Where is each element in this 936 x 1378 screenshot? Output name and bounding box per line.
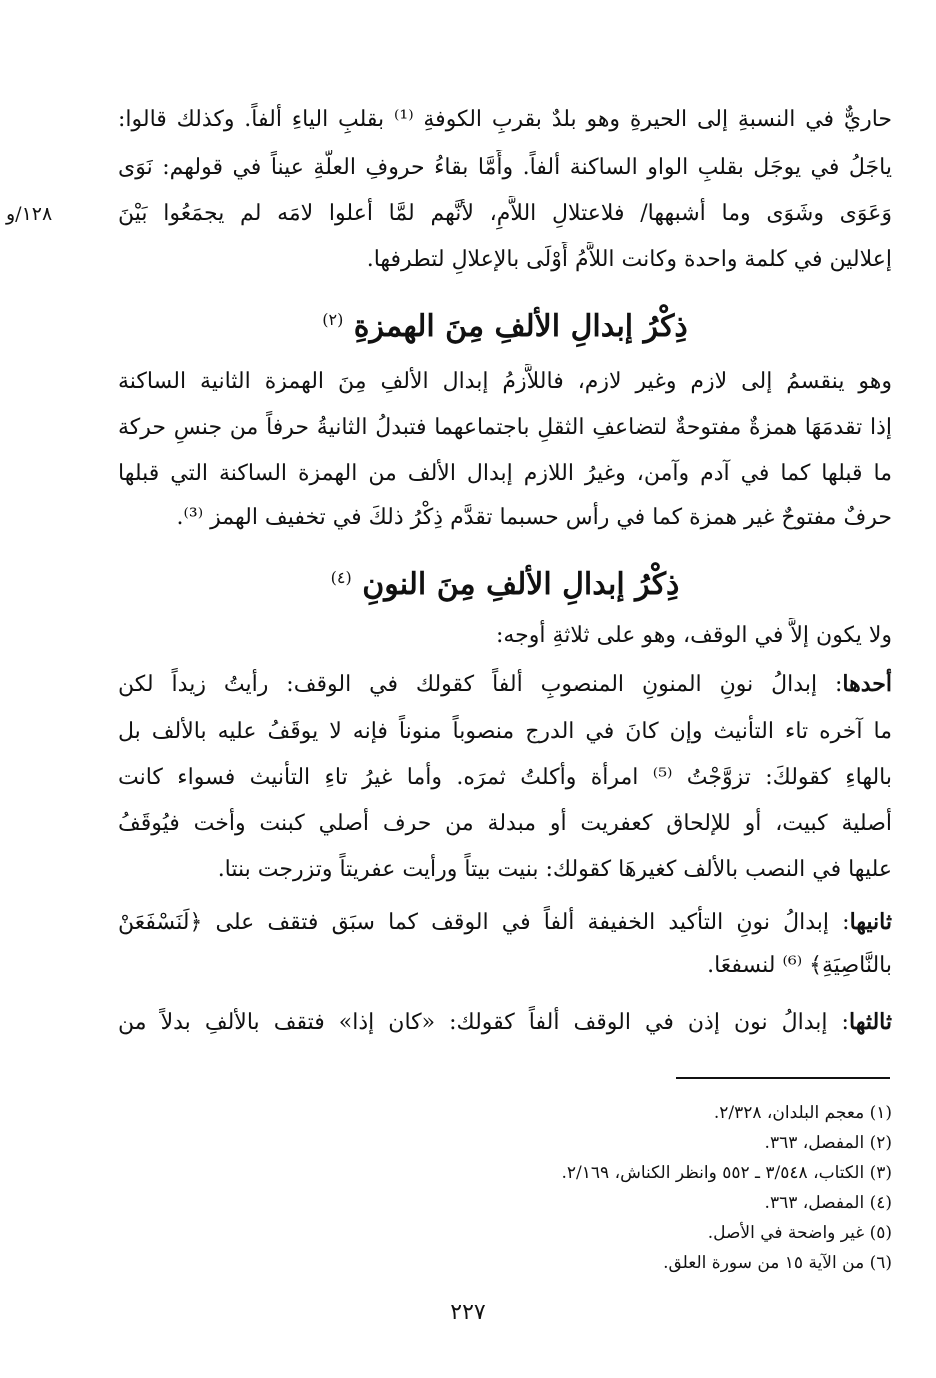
footnote: (٣) الكتاب، ٣/٥٤٨ ـ ٥٥٢ وانظر الكناش، ٢/١٦٩. [561,1163,892,1183]
first-case-line: أصلية كبيت، أو للإلحاق كعفريت أو مبدلة من حرف أصلي كبنت وأخت فيُوقَفُ [118,811,892,836]
section-heading-hamza [118,298,892,342]
paragraph2-line: حرفٌ مفتوحٌ غير همزة كما في رأس حسبما تقدَّم ذِكْرُ ذلكَ في تخفيف الهمز ⁽³⁾. [176,505,892,530]
third-case-label: ثالثها [848,1009,892,1035]
first-case-label: أحدها [842,671,892,697]
footnote: (٤) المفصل، ٣٦٣. [764,1193,892,1213]
page-number: ٢٢٧ [450,1300,486,1325]
heading-text: ذِكْرُ إبدالِ الألفِ مِنَ الهمزةِ [353,309,688,344]
paragraph1-line: إعلالين في كلمة واحدة وكانت اللاَّمُ أَوْلَى بالإعلالِ لتطرفها. [366,247,892,272]
heading-note: (٢) [322,310,344,329]
first-case-line: عليها في النصب بالألف كغيرهَا كقولك: بنيت بيتاً ورأيت عفريتاً وتزرجت بنتا. [217,857,892,882]
paragraph3-line: ولا يكون إلاَّ في الوقف، وهو على ثلاثةِ أوجه: [495,623,892,648]
second-case-line: بالنَّاصِيَةِ﴾ ⁽⁶⁾ لنسفعَا. [707,953,892,978]
paragraph2-line: ما قبلها كما في آدم وآمن، وغيرُ اللازم إبدال الألف من الهمزة الساكنة التي قبلها [118,461,892,486]
paragraph2-line: وهو ينقسمُ إلى لازم وغير لازم، فاللاَّزمُ إبدال الألفِ مِنَ الهمزة الثانية الساكنة [118,369,892,394]
footnote: (٦) من الآية ١٥ من سورة العلق. [663,1253,892,1273]
third-case-text: : إبدالُ نون إذن في الوقف ألفاً كقولك: «كان إذا» فتقف بالألفِ بدلاً من [118,1010,849,1035]
heading-text: ذِكْرُ إبدالِ الألفِ مِنَ النونِ [362,567,680,602]
footnote: (١) معجم البلدان، ٢/٣٢٨. [713,1103,892,1123]
third-case-line [118,1004,892,1040]
first-case-text: : إبدالُ نونِ المنونِ المنصوبِ ألفاً كقولك في الوقف: رأيتُ زيداً لكن [118,672,843,697]
paragraph1-line: حاريٌّ في النسبةِ إلى الحيرةِ وهو بلدٌ بقربِ الكوفةِ ⁽¹⁾ بقلبِ الياءِ ألفاً. وكذلك قالوا: [118,107,892,132]
paragraph1-line: وَعَوَى وشَوَى وما أشبهها/ فلاعتلالِ اللاَّمِ، لأنَّهم لمَّا أعلوا لامَه لم يجمَعُوا بَيْنَ [118,201,892,226]
section-heading-nun [118,556,892,600]
footnote-divider [676,1077,890,1079]
second-case-text: : إبدالُ نونِ التأكيد الخفيفة ألفاً في الوقف كما سبَق فتقف على ﴿لَنَسْفَعَنْ [118,910,850,935]
second-case-line [118,904,892,940]
paragraph2-line: إذا تقدمَهَا همزةٌ مفتوحةٌ لتضاعفِ الثقلِ باجتماعهما فتبدلُ الثانيةُ حرفاً من جنسِ حركة [118,415,892,440]
footnote: (٢) المفصل، ٣٦٣. [764,1133,892,1153]
second-case-label: ثانيها [849,909,892,935]
first-case-line [118,666,892,702]
first-case-line: ما آخره تاء التأنيث وإن كانَ في الدرج منصوباً منوناً فإنه لا يوقَفُ عليه بالألف بل [118,719,892,744]
heading-note: (٤) [330,568,352,587]
paragraph1-line: ياجَلُ في يوجَل بقلبِ الواو الساكنة ألفاً. وأَمَّا بقاءُ حروفِ العلَّةِ عيناً في قولهم: نَوَى [118,155,892,180]
first-case-line: بالهاءِ كقولكَ: تزوَّجْتُ ⁽⁵⁾ امرأة وأكلتُ ثمرَه. وأما غيرُ تاءِ التأنيث فسواء كانت [118,765,892,790]
footnote: (٥) غير واضحة في الأصل. [707,1223,892,1243]
margin-folio-note: ١٢٨/و [6,203,53,225]
